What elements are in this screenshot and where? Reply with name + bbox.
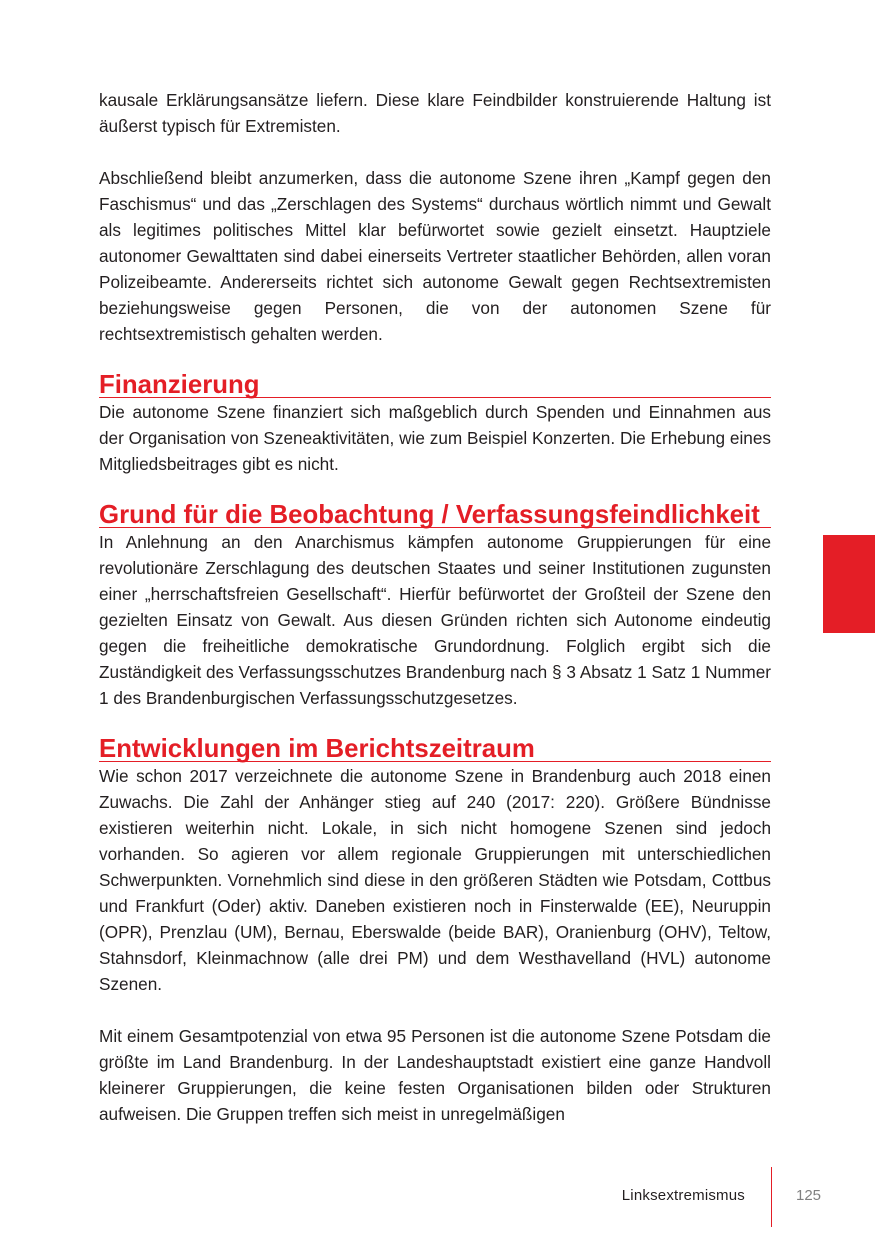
paragraph: Abschließend bleibt anzumerken, dass die autonome Szene ihren „Kampf gegen den Faschismus“ und das „Zerschlagen des Systems“ durchaus wörtlich nimmt und Gewalt als legitimes politisches Mittel klar befürwortet sowie gezielt einsetzt. Hauptziele autonomer Gewalttaten sind dabei einerseits Vertreter staatlicher Behörden, allen voran Polizeibeamte. Andererseits richtet sich autonome Gewalt gegen Rechtsextremisten beziehungsweise gegen Personen, die von der autonomen Szene für rechtsextremistisch gehalten werden. — [99, 168, 771, 344]
section-heading: Finanzierung — [99, 373, 771, 398]
page-number: 125 — [796, 1187, 822, 1204]
chapter-marker-tab — [823, 535, 875, 633]
footer-divider — [771, 1167, 772, 1227]
section-heading: Entwicklungen im Berichtszeitraum — [99, 737, 771, 762]
page-footer — [0, 1167, 875, 1227]
paragraph: kausale Erklärungsansätze liefern. Diese klare Feindbilder konstruierende Haltung ist äußerst typisch für Extremisten. — [99, 90, 771, 136]
paragraph: Die autonome Szene finanziert sich maßgeblich durch Spenden und Einnahmen aus der Organisation von Szeneaktivitäten, wie zum Beispiel Konzerten. Die Erhebung eines Mitgliedsbeitrages gibt es nicht. — [99, 402, 771, 474]
section-finanzierung — [99, 373, 771, 477]
paragraph: In Anlehnung an den Anarchismus kämpfen autonome Gruppierungen für eine revolutionäre Zerschlagung des deutschen Staates und seiner Institutionen zugunsten einer „herrschaftsfreien Gesellschaft“. Hierfür befürwortet der Großteil der Szene den gezielten Einsatz von Gewalt. Aus diesen Gründen richten sich Autonome eindeutig gegen die freiheitliche demokratische Grundordnung. Folglich ergibt sich die Zuständigkeit des Verfassungsschutzes Brandenburg nach § 3 Absatz 1 Satz 1 Nummer 1 des Brandenburgischen Verfassungsschutzgesetzes. — [99, 532, 771, 708]
paragraph: Mit einem Gesamtpotenzial von etwa 95 Personen ist die autonome Szene Potsdam die größte im Land Brandenburg. In der Landeshauptstadt existiert eine ganze Handvoll kleinerer Gruppierungen, die keine festen Organisationen bilden oder Strukturen aufweisen. Die Gruppen treffen sich meist in unregelmäßigen — [99, 1026, 771, 1124]
paragraph: Wie schon 2017 verzeichnete die autonome Szene in Brandenburg auch 2018 einen Zuwachs. Die Zahl der Anhänger stieg auf 240 (2017: 220). Größere Bündnisse existieren weiterhin nicht. Lokale, in sich nicht homogene Szenen sind jedoch vorhanden. So agieren vor allem regionale Gruppierungen mit unterschiedlichen Schwerpunkten. Vornehmlich sind diese in den größeren Städten wie Potsdam, Cottbus und Frankfurt (Oder) aktiv. Daneben existieren noch in Finsterwalde (EE), Neuruppin (OPR), Prenzlau (UM), Bernau, Eberswalde (beide BAR), Oranienburg (OHV), Teltow, Stahnsdorf, Kleinmachnow (alle drei PM) und dem Westhavelland (HVL) autonome Szenen. — [99, 766, 771, 994]
section-entwicklungen — [99, 737, 771, 1127]
footer-chapter-label: Linksextremismus — [621, 1187, 745, 1204]
section-heading: Grund für die Beobachtung / Verfassungsfeindlichkeit — [99, 503, 771, 528]
section-grund — [99, 503, 771, 711]
page-content — [99, 87, 771, 1153]
